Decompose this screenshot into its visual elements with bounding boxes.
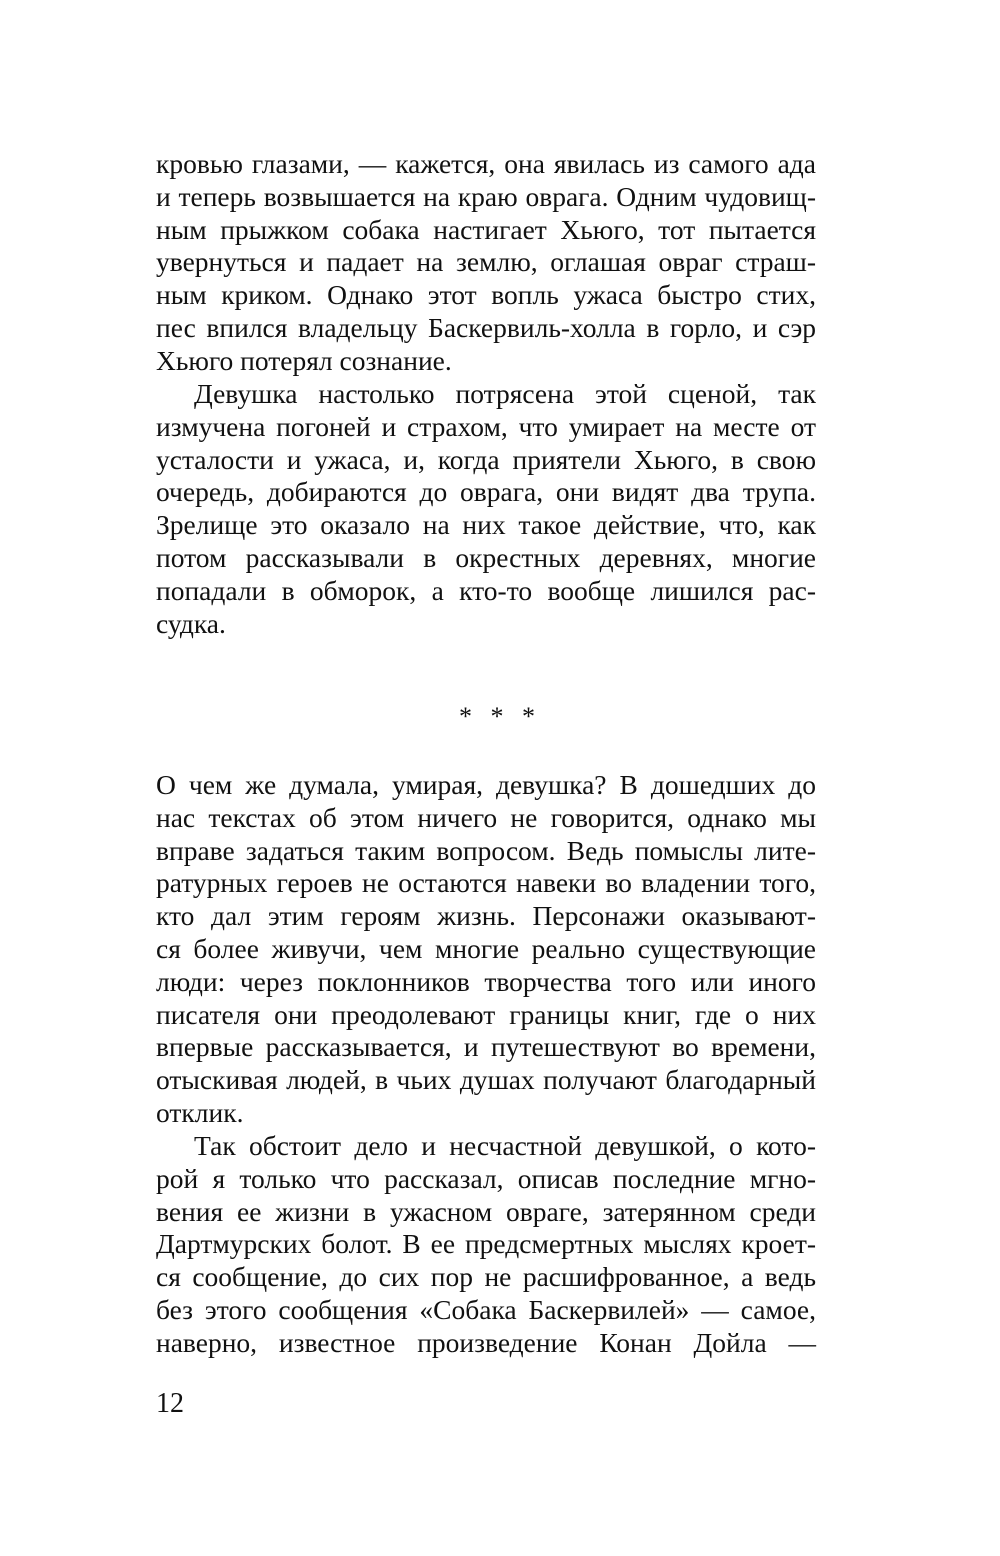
section-separator: * * * <box>459 702 541 731</box>
text-line: без этого сообщения «Собака Баскервилей» — самое, <box>156 1293 816 1325</box>
paragraph-2 <box>156 378 816 640</box>
text-line: ся более живучи, чем многие реально существующие <box>156 932 816 964</box>
text-line: пес впился владельцу Баскервиль-холла в горло, и сэр <box>156 311 816 343</box>
text-line: и теперь возвышается на краю оврага. Одним чудовищ- <box>156 180 816 212</box>
text-line: отклик. <box>156 1096 244 1128</box>
text-line: судка. <box>156 607 226 639</box>
text-line: потом рассказывали в окрестных деревнях, многие <box>156 541 816 573</box>
text-line: очередь, добираются до оврага, они видят два трупа. <box>156 476 816 508</box>
text-line: Девушка настолько потрясена этой сценой, так <box>194 378 816 409</box>
text-line: вправе задаться таким вопросом. Ведь помыслы лите- <box>156 834 816 866</box>
paragraph-4 <box>156 1130 816 1360</box>
text-line: Зрелище это оказало на них такое действие, что, как <box>156 509 816 541</box>
text-line: нас текстах об этом ничего не говорится, однако мы <box>156 801 816 833</box>
text-line: ным криком. Однако этот вопль ужаса быстро стих, <box>156 279 816 311</box>
text-line: Дартмурских болот. В ее предсмертных мыслях кроет- <box>156 1228 816 1260</box>
text-line: увернуться и падает на землю, оглашая овраг страш- <box>156 246 816 278</box>
text-line: усталости и ужаса, и, когда приятели Хьюго, в свою <box>156 443 816 475</box>
text-line: впервые рассказывается, и путешествуют во времени, <box>156 1031 816 1063</box>
paragraph-3 <box>156 769 816 1130</box>
paragraph-1 <box>156 148 816 378</box>
text-line: ным прыжком собака настигает Хьюго, тот пытается <box>156 213 816 245</box>
text-line: Так обстоит дело и несчастной девушкой, о кото- <box>194 1130 816 1161</box>
text-line: измучена погоней и страхом, что умирает на месте от <box>156 410 816 442</box>
text-line: ся сообщение, до сих пор не расшифрованное, а ведь <box>156 1261 816 1293</box>
page-number: 12 <box>156 1388 184 1419</box>
text-line: писателя они преодолевают границы книг, где о них <box>156 998 816 1030</box>
text-line: отыскивая людей, в чьих душах получают благодарный <box>156 1064 816 1096</box>
text-line: попадали в обморок, а кто-то вообще лишился рас- <box>156 574 816 606</box>
text-line: Хьюго потерял сознание. <box>156 344 452 376</box>
text-line: люди: через поклонников творчества того или иного <box>156 965 816 997</box>
text-line: рой я только что рассказал, описав последние мгно- <box>156 1162 816 1194</box>
text-line: кто дал этим героям жизнь. Персонажи оказывают- <box>156 900 816 932</box>
text-line: ратурных героев не остаются навеки во владении того, <box>156 867 816 899</box>
text-line: наверно, известное произведение Конан Дойла — <box>156 1326 816 1358</box>
text-line: О чем же думала, умирая, девушка? В дошедших до <box>156 769 816 800</box>
text-line: вения ее жизни в ужасном овраге, затерянном среди <box>156 1195 816 1227</box>
text-line: кровью глазами, — кажется, она явилась из самого ада <box>156 148 816 179</box>
